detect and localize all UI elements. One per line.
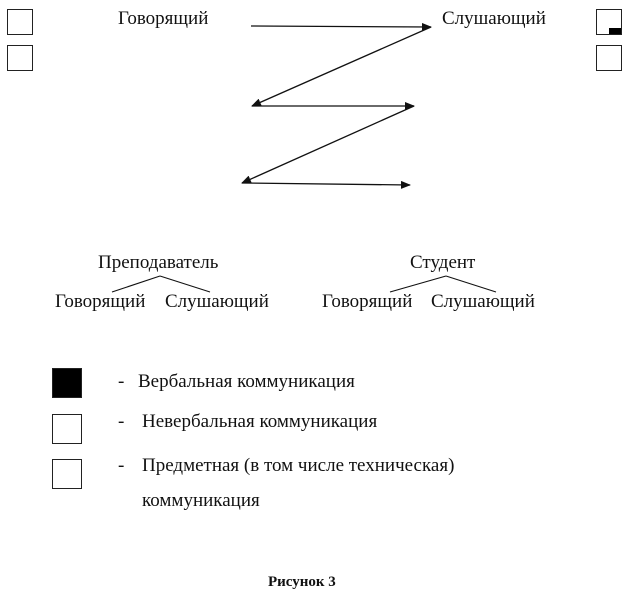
figure-caption: Рисунок 3 [268,574,336,590]
legend-verbal-label: Вербальная коммуникация [138,371,355,392]
student-listener: Слушающий [431,291,535,312]
student-branch-left [390,276,446,292]
arrow-speaker-to-listener [251,26,431,27]
legend-objective-label-line1: Предметная (в том числе техническая) [142,455,455,476]
arrow-listener-to-speaker [252,27,431,106]
student-branch-right [446,276,496,292]
arrow-listener-to-speaker-2 [242,106,414,183]
arrow-speaker-to-listener-3 [242,183,410,185]
legend-dash-nonverbal: - [118,411,125,432]
legend-objective-label-line2: коммуникация [142,490,260,511]
teacher-branch-left [112,276,160,292]
legend-dash-verbal: - [118,371,125,392]
listener-label: Слушающий [442,8,546,29]
teacher-branch-right [160,276,210,292]
student-speaker: Говорящий [322,291,413,312]
speaker-label: Говорящий [118,8,209,29]
teacher-title: Преподаватель [98,252,219,273]
legend-nonverbal-swatch [52,414,82,444]
legend-verbal-swatch [52,368,82,398]
teacher-speaker: Говорящий [55,291,146,312]
legend-dash-objective: - [118,455,125,476]
teacher-listener: Слушающий [165,291,269,312]
legend-nonverbal-label: Невербальная коммуникация [142,411,378,432]
legend-objective-swatch [52,459,82,489]
student-title: Студент [410,252,476,273]
